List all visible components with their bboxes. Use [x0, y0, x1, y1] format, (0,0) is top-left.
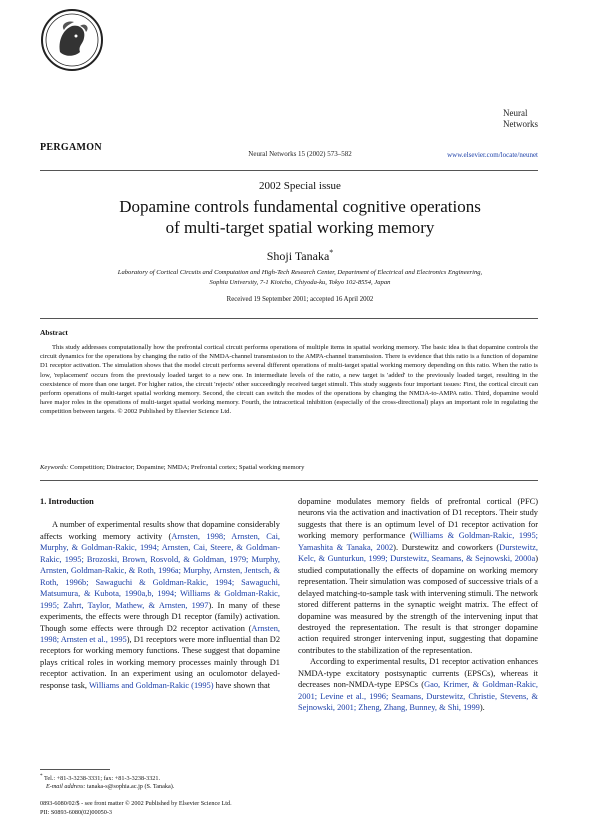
imprint-line-1: 0893-6080/02/$ - see front matter © 2002 Published by Elsevier Science Ltd.: [40, 800, 232, 807]
affiliation-line-2: Sophia University, 7-1 Kioicho, Chiyoda-ku, Tokyo 102-8554, Japan: [209, 278, 391, 286]
title-line-1: Dopamine controls fundamental cognitive operations: [119, 197, 481, 216]
column-left: [40, 496, 280, 691]
journal-name: [503, 108, 538, 130]
abstract-text: This study addresses computationally how the prefrontal cortical circuit performs operations of multiple items in spatial working memory. The basic idea is that dopamine controls the circuit dynamics for the operations by changing the ratio of the NMDA-channel transmission to the AMPA-channel transmission. There is evidence that this ratio is a function of dopamine D1 receptor activation. The simulation shows that the model circuit performs several different operations of multi-target spatial working memory depending on this ratio. When the ratio is low, 'replacement' occurs from the previously loaded target to a new one. In intermediate levels of the ratio, a new target is 'added' to the previously loaded target, resulting in the coexistence of more than one target. For higher ratios, the circuit 'rejects' other succeedingly received target stimuli. This study suggests four important issues: First, the cortical circuit can perform operations of multi-target spatial working memory. Second, the circuit can switch the modes of the operations by changing the NMDA-to-AMPA ratio. Third, dopamine would have major roles in the operations of multi-target spatial working memory. Fourth, the intracortical inhibition (especially of the cross-directional) plays an important role in regulating the competition between targets. © 2002 Published by Elsevier Science Ltd.: [40, 344, 538, 416]
intro-paragraph-2: [298, 656, 538, 713]
paragraph-text: ). Durstewitz and coworkers (: [393, 542, 500, 552]
paragraph-text: According to experimental results, D1 receptor activation enhances NMDA-type excitatory postsynaptic currents (EPSCs), whereas it decreases non-NMDA-type EPSCs (: [298, 657, 538, 690]
footnote-mark: *: [40, 773, 43, 779]
abstract-heading: Abstract: [40, 328, 68, 337]
email-address[interactable]: tanaka-s@sophia.ac.jp (S. Tanaka).: [87, 783, 175, 791]
paragraph-text: dopamine modulates memory fields of prefrontal cortical (PFC) neurons via the activation and inactivation of D1 receptors. Their study suggests that there is an optimum level of D1 receptor activation for working memory performance (: [298, 497, 538, 541]
publisher-logo: [40, 8, 104, 72]
paragraph-text: ) studied computationally the effects of dopamine on working memory representation. Their simulation was composed of successive trials of a delayed matching-to-sample task with intervening stimuli. The network stored different patterns in the synaptic weight matrix. The effect of dopamine was measured by the strength of the intervening input that destroyed the representation. The result is that stronger dopamine action required stronger intervening input, suggesting that dopamine contributes to the stabilization of the representation.: [298, 554, 538, 655]
paragraph-text: have shown that: [213, 680, 271, 690]
citation-link[interactable]: Arnsten, 1998; Arnsten et al., 1995: [40, 623, 280, 644]
citation-link[interactable]: Williams & Goldman-Rakic, 1995; Yamashita & Tanaka, 2002: [298, 531, 538, 552]
abstract-rule: [40, 480, 538, 481]
paragraph-text: ).: [479, 703, 485, 713]
keywords: [40, 464, 538, 471]
author-footnote-mark[interactable]: *: [329, 248, 334, 257]
publisher-name: PERGAMON: [40, 142, 102, 153]
author-name-text: Shoji Tanaka: [266, 249, 330, 263]
footnote-contact: Tel.: +81-3-3238-3331; fax: +81-3-3238-3321.: [44, 775, 161, 783]
citation-link[interactable]: Arnsten, 1998; Arnsten, Cai, Murphy, & Goldman-Rakic, 1994; Arnsten, Cai, Steere, & Goldman-Rakic, 1995; Brozoski, Brown, Rosvold, & Goldman, 1979; Murphy, Arnsten, Goldman-Rakic, & Roth, 1996a; Murphy, Arnsten, Jentsch, & Roth, 1996b; Sawaguchi & Goldman-Rakic, 1994; Sawaguchi, Matsumura, & Kubota, 1990a,b, 1994; Williams & Goldman-Rakic, 1995; Zahrt, Taylor, Mathew, & Arnsten, 1997: [40, 531, 280, 610]
intro-paragraph-1-continued: [298, 496, 538, 656]
imprint-line-2: PII: S0893-6080(02)00050-3: [40, 808, 113, 816]
keywords-label: Keywords:: [40, 464, 69, 471]
affiliation-line-1: Laboratory of Cortical Circuits and Computation and High-Tech Research Center, Department of Electrical and Electronics Engineering,: [117, 269, 483, 276]
author-affiliation: [80, 268, 520, 287]
journal-name-line1: Neural: [503, 108, 528, 118]
title-line-2: of multi-target spatial working memory: [165, 218, 435, 237]
imprint: [40, 800, 340, 817]
column-right: [298, 496, 538, 714]
email-label: E-mail address:: [46, 783, 86, 791]
paragraph-text: ). In many of these experiments, the effects were through D1 receptor (family) activation. Though some effects were through D2 receptor activation (: [40, 600, 281, 633]
paragraph-text: A number of experimental results show that dopamine considerably affects working memory activity (: [40, 520, 280, 541]
author-footnote: [40, 772, 280, 791]
title-rule: [40, 318, 538, 319]
citation-link[interactable]: Durstewitz, Kelc, & Gunturkun, 1999; Durstewitz, Seamans, & Sejnowski, 2000a: [298, 542, 538, 564]
section-heading: 1. Introduction: [40, 497, 94, 506]
author-name: [0, 248, 600, 264]
issue-label: 2002 Special issue: [259, 180, 341, 192]
citation-link[interactable]: Gao, Krimer, & Goldman-Rakic, 2001; Levine et al., 1996; Seamans, Durstewitz, Christie, Stevens, & Sejnowski, 2001; Zheng, Zhang, Bunney, & Shi, 1999: [298, 680, 538, 713]
journal-citation: Neural Networks 15 (2002) 573–582: [248, 150, 352, 158]
citation-link[interactable]: Williams and Goldman-Rakic (1995): [88, 680, 214, 690]
journal-name-line2: Networks: [503, 119, 538, 129]
paragraph-text: ), D1 receptors were more influential than D2 receptors for working memory functions. These suggest that dopamine plays critical roles in working memory processes mainly through D1 receptor activation. In an experiment using an oculomotor delayed-response task,: [40, 634, 281, 690]
journal-url-link[interactable]: www.elsevier.com/locate/neunet: [447, 151, 538, 159]
intro-paragraph-1: [40, 519, 280, 691]
received-dates: Received 19 September 2001; accepted 16 April 2002: [226, 296, 374, 303]
keywords-list: Competition; Distractor; Dopamine; NMDA; Prefrontal cortex; Spatial working memory: [69, 464, 305, 471]
header-rule: [40, 170, 538, 171]
article-title: [90, 196, 510, 238]
footnote-rule: [40, 769, 110, 770]
